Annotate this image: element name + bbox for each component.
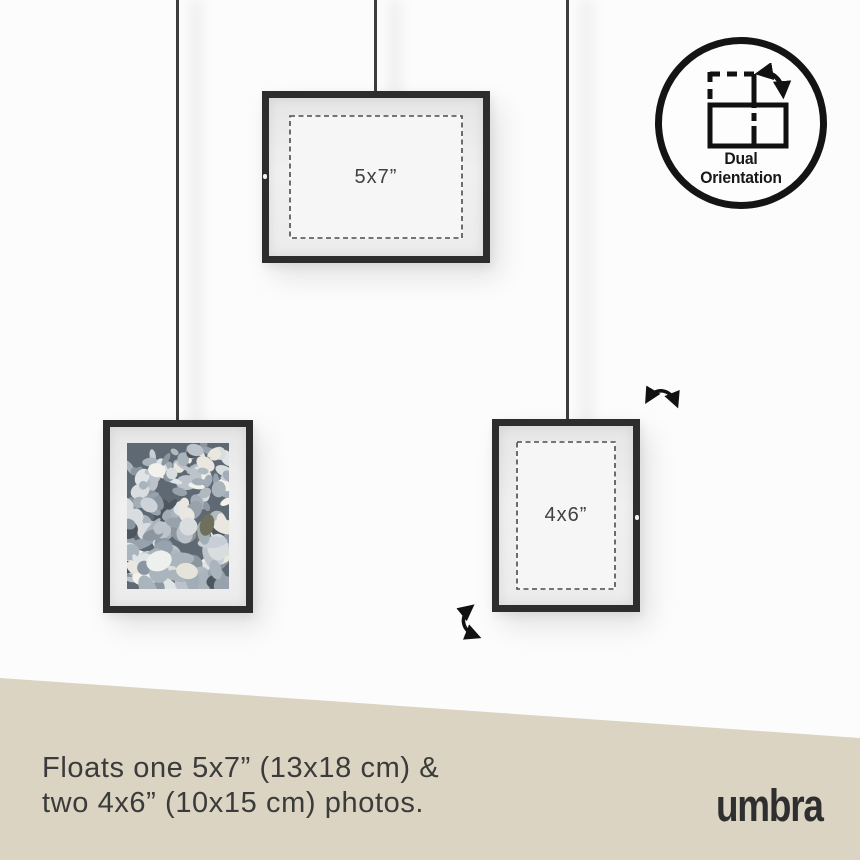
rotate-arrow-bottom-left-icon xyxy=(456,602,500,646)
hanging-cord-left xyxy=(176,0,179,421)
caption-line2: two 4x6” (10x15 cm) photos. xyxy=(42,787,425,819)
dual-orientation-badge xyxy=(655,37,827,209)
pebbles-photo-graphic xyxy=(127,443,229,589)
caption-line1: Floats one 5x7” (13x18 cm) & xyxy=(42,752,440,784)
frame-5x7 xyxy=(262,91,490,263)
rotate-arrow-top-right-icon xyxy=(641,384,685,424)
cord-shadow-right xyxy=(580,0,592,434)
pebbles-photo xyxy=(127,443,229,589)
frame-hanger-notch xyxy=(263,174,267,179)
frame-photo xyxy=(103,420,253,613)
size-label-4x6: 4x6” xyxy=(544,504,588,526)
frame-4x6 xyxy=(492,419,640,612)
frame-hanger-notch xyxy=(635,515,639,520)
dual-orientation-label xyxy=(666,150,816,188)
hanging-cord-center xyxy=(374,0,377,93)
badge-label-line2: Orientation xyxy=(700,169,782,187)
size-label-5x7: 5x7” xyxy=(354,165,398,188)
caption-text xyxy=(42,751,439,821)
badge-label-line1: Dual xyxy=(724,150,758,168)
cord-shadow-left xyxy=(190,0,202,436)
dual-orientation-icon xyxy=(699,63,795,151)
frame-4x6-photo-area xyxy=(516,441,616,590)
umbra-logo: umbra xyxy=(716,780,823,831)
hanging-cord-right xyxy=(566,0,569,420)
frame-5x7-photo-area xyxy=(289,115,463,239)
